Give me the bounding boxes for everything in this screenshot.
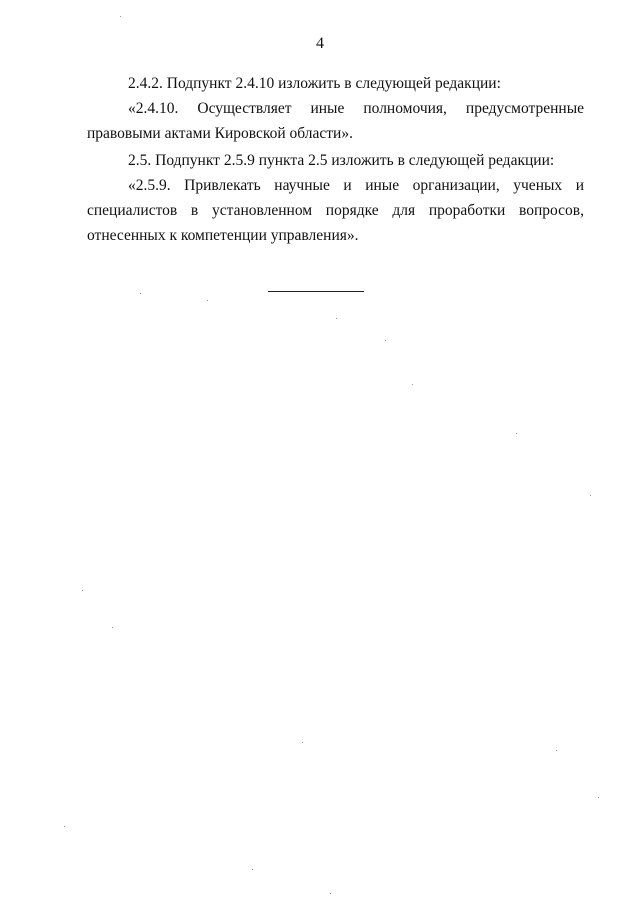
- scan-speck: [64, 826, 65, 827]
- scan-speck: [590, 495, 591, 496]
- scan-speck: [516, 433, 517, 434]
- paragraph-2-5-9: [87, 173, 584, 248]
- scan-speck: [82, 590, 83, 591]
- scan-speck: [556, 750, 557, 751]
- paragraph-2-4-2: [87, 71, 584, 96]
- scan-speck: [336, 318, 337, 319]
- paragraph-text: «2.4.10. Осуществляет иные полномочия, предусмотренные правовыми актами Кировской области».: [87, 100, 584, 142]
- scan-speck: [385, 340, 386, 341]
- scan-speck: [140, 293, 141, 294]
- paragraph-2-5: [87, 148, 584, 173]
- scan-speck: [252, 869, 253, 870]
- paragraph-text: 2.4.2. Подпункт 2.4.10 изложить в следующей редакции:: [128, 75, 501, 92]
- scan-speck: [207, 300, 208, 301]
- scan-speck: [112, 627, 113, 628]
- scan-speck: [598, 797, 599, 798]
- scan-speck: [120, 16, 121, 17]
- page-number: 4: [316, 35, 324, 52]
- closing-divider: [268, 291, 364, 292]
- scan-speck: [412, 384, 413, 385]
- paragraph-text: 2.5. Подпункт 2.5.9 пункта 2.5 изложить в следующей редакции:: [128, 152, 555, 169]
- paragraph-text: «2.5.9. Привлекать научные и иные организации, ученых и специалистов в установленном порядке для проработки вопросов, отнесенных к компетенции управления».: [87, 177, 584, 244]
- scan-speck: [330, 893, 331, 894]
- scan-speck: [302, 742, 303, 743]
- paragraph-2-4-10: [87, 96, 584, 146]
